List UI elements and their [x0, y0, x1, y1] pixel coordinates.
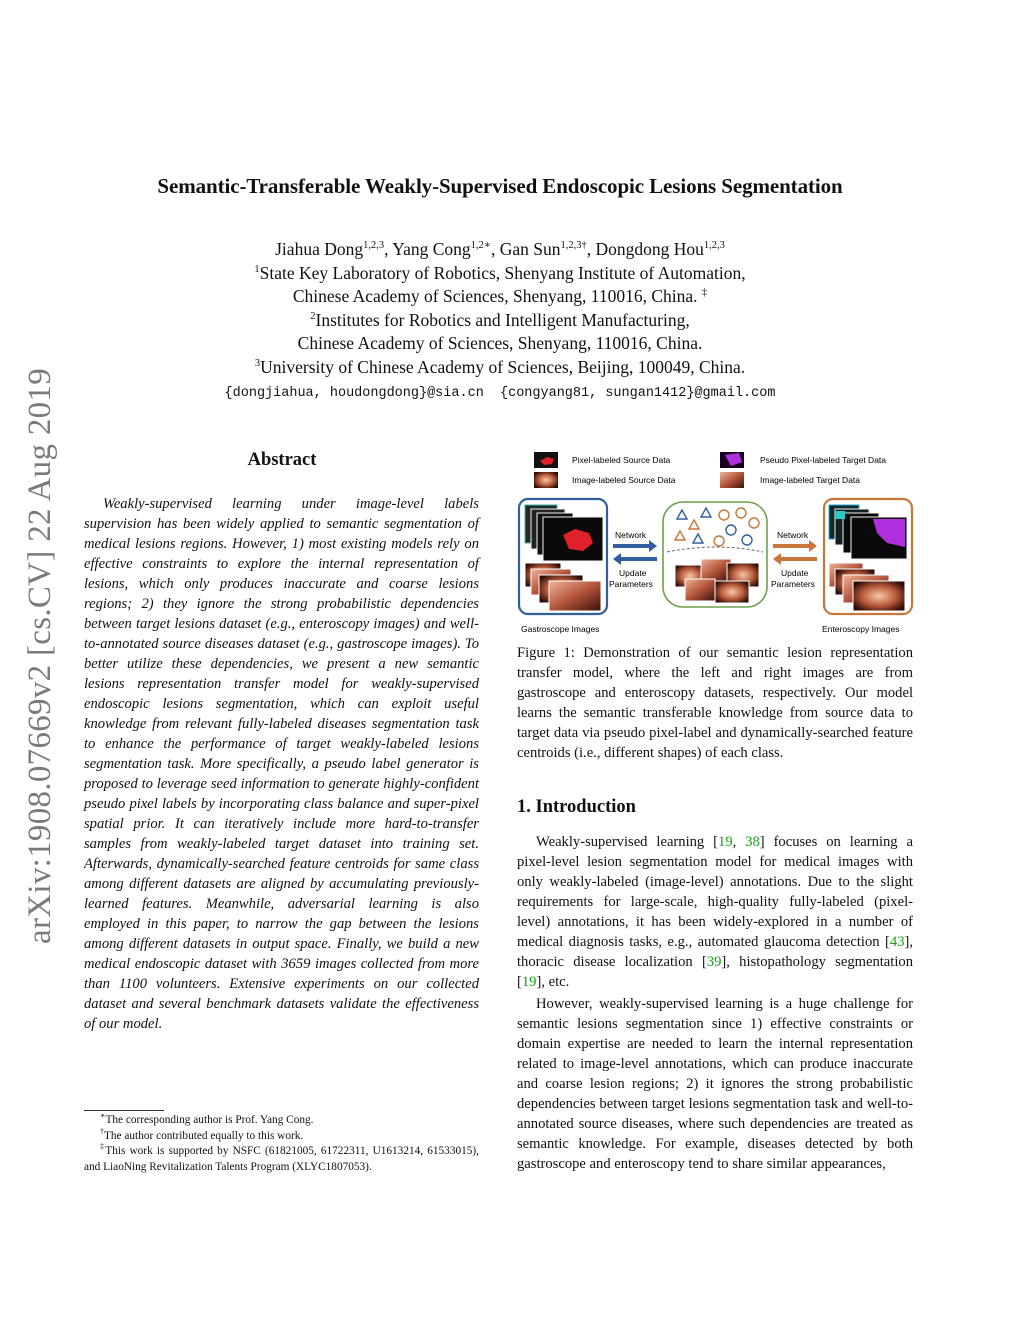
affiliation-1-line-2: Chinese Academy of Sciences, Shenyang, 110016, China. ‡: [292, 286, 708, 306]
pseudo-labeled-target-stack: [829, 505, 907, 559]
author-emails: [0, 386, 1000, 401]
left-arrows: [609, 530, 657, 589]
circle-icon: [714, 536, 724, 546]
email-group: {congyang81, sungan1412}@gmail.com: [500, 386, 776, 401]
legend-label: Pseudo Pixel-labeled Target Data: [760, 455, 887, 465]
affiliation-3: $^3$University of Chinese Academy of Sciences, Beijing, 100049, China.: [254, 356, 746, 377]
circle-icon: [719, 510, 729, 520]
legend-label: Pixel-labeled Source Data: [572, 455, 671, 465]
arrow-left-icon: [773, 553, 817, 565]
circle-icon: [726, 525, 736, 535]
paper-title: Semantic-Transferable Weakly-Supervised Endoscopic Lesions Segmentation: [157, 174, 843, 198]
arrow-left-icon: [613, 553, 657, 565]
introduction-paragraph-2: However, weakly-supervised learning is a huge challenge for semantic lesions segmentation since 1) effective constraints or domain expertise are needed to learn the internal representation related to image-level annotations, which can produce inaccurate and coarse lesion regions; 2) it ignores the strong probabilistic dependencies between target lesions segmentation task and well-to-annotated source diseases, where such dependencies are treated as semantic knowledge. For example, diseases detected by both gastroscope and enteroscopy tend to share similar appearances,: [517, 996, 913, 1172]
author-line: Jiahua Dong$^{1,2,3}$, Yang Cong$^{1,2∗}$, Gan Sun$^{1,2,3\dagger}$, Dongdong Hou$^{1,2,3}$: [275, 239, 725, 259]
introduction-body: [517, 832, 913, 1176]
author-affil-mark: 1,2,3: [363, 240, 385, 252]
citation-link[interactable]: 43: [889, 934, 905, 950]
image-labeled-target-stack: [829, 563, 905, 611]
figure-legend: [534, 452, 886, 488]
footnote: ‡This work is supported by NSFC (61821005, 61722311, U1613214, 61533015), and LiaoNing Revitalization Talents Program (XLYC1807053).: [84, 1142, 479, 1173]
author-name: Dongdong Hou: [595, 239, 704, 259]
introduction-paragraph-1: Weakly-supervised learning [19, 38] focuses on learning a pixel-level lesion segmentation model for medical images with only weakly-labeled (image-level) annotations. Due to the slight requirements for large-scale, high-quality fully-labeled (pixel-level) annotations, it has been widely-explored in a number of medical diagnosis tasks, e.g., automated glaucoma detection [43], thoracic disease localization [39], histopathology segmentation [19], etc.: [517, 834, 913, 990]
arxiv-identifier: arXiv:1908.07669v2 [cs.CV] 22 Aug 2019: [22, 367, 58, 944]
feature-centroids: [675, 508, 759, 546]
class-boundary: [667, 547, 763, 552]
triangle-icon: [701, 508, 711, 517]
update-label: Update: [781, 568, 809, 578]
triangle-icon: [675, 531, 685, 540]
triangle-icon: [693, 534, 703, 543]
target-image-stack: [675, 559, 759, 603]
footnote: †The author contributed equally to this work.: [100, 1126, 304, 1142]
image-labeled-source-stack: [525, 563, 601, 611]
legend-swatch-image-source: [534, 472, 558, 488]
arrow-right-icon: [613, 540, 657, 552]
legend-swatch-image-target: [720, 472, 744, 488]
footnotes: [84, 1113, 479, 1175]
abstract-body: [84, 494, 479, 1034]
network-label: Network: [615, 530, 647, 540]
caption-text: Figure 1: Demonstration of our semantic lesion representation transfer model, where the left and right images are from gastroscope and enteroscopy datasets, respectively. Our model learns the semantic transferable knowledge from source data to target data via pseudo pixel-label and dynamically-searched feature centroids (i.e., different shapes) of each class.: [517, 645, 913, 761]
footnote-rule: [84, 1110, 164, 1111]
update-label: Update: [619, 568, 647, 578]
author-affil-mark: 1,2,3†: [560, 240, 587, 252]
author-name: Gan Sun: [499, 239, 561, 259]
triangle-icon: [677, 510, 687, 519]
arrow-right-icon: [773, 540, 817, 552]
introduction-heading: 1. Introduction: [517, 797, 636, 817]
affiliation-2-line-2: Chinese Academy of Sciences, Shenyang, 110016, China.: [297, 333, 703, 353]
gastroscope-label: Gastroscope Images: [521, 624, 600, 634]
circle-icon: [742, 535, 752, 545]
circle-icon: [749, 518, 759, 528]
citation-link[interactable]: 19: [521, 974, 537, 990]
enteroscopy-label: Enteroscopy Images: [822, 624, 900, 634]
author-block: [0, 238, 1000, 379]
author-affil-mark: 1,2,3: [703, 240, 725, 252]
author-name: Yang Cong: [392, 239, 471, 259]
author-name: Jiahua Dong: [275, 239, 364, 259]
abstract-paragraph: Weakly-supervised learning under image-level labels supervision has been widely applied to semantic segmentation of medical lesions regions. However, 1) most existing models rely on effective constraints to explore the internal representation of lesions, which only produces inaccurate and coarse lesions regions; 2) they ignore the strong probabilistic dependencies between target lesions dataset (e.g., enteroscopy images) and well-to-annotated source diseases dataset (e.g., gastroscope images). To better utilize these dependencies, we present a new semantic lesions representation transfer model for weakly-supervised endoscopic lesions segmentation, which can exploit useful knowledge from relevant fully-labeled diseases segmentation task to enhance the performance of target weakly-labeled lesions segmentation task. More specifically, a pseudo label generator is proposed to leverage seed information to generate highly-confident pseudo pixel labels by incorporating class balance and super-pixel spatial prior. It can iteratively include more hard-to-transfer samples from weakly-labeled target dataset into training set. Afterwards, dynamically-searched feature centroids for same class among different datasets are aligned by accumulating previously-learned features. Meanwhile, adversarial learning is also employed in this paper, to narrow the gap between the lesions among different datasets in output space. Finally, we build a new medical endoscopic dataset with 3659 images collected from more than 1100 volunteers. Extensive experiments on our collected dataset and several benchmark datasets validate the effectiveness of our model.: [84, 496, 479, 1032]
footnote: ∗The corresponding author is Prof. Yang Cong.: [100, 1111, 314, 1126]
author-affil-mark: 1,2∗: [470, 240, 491, 252]
update-label: Parameters: [609, 579, 653, 589]
figure-1: [517, 447, 915, 642]
figure-1-diagram: [517, 447, 915, 642]
affiliation-2: $^2$Institutes for Robotics and Intelligent Manufacturing,: [310, 309, 690, 330]
triangle-icon: [689, 520, 699, 529]
update-label: Parameters: [771, 579, 815, 589]
abstract-heading: Abstract: [247, 450, 317, 470]
pixel-labeled-source-stack: [525, 505, 603, 561]
citation-link[interactable]: 38: [745, 834, 760, 850]
figure-caption: [517, 643, 913, 763]
right-arrows: [771, 530, 817, 589]
citation-link[interactable]: 39: [706, 954, 722, 970]
legend-label: Image-labeled Source Data: [572, 475, 676, 485]
affiliation-1: $^1$State Key Laboratory of Robotics, Shenyang Institute of Automation,: [254, 262, 746, 283]
circle-icon: [736, 508, 746, 518]
legend-label: Image-labeled Target Data: [760, 475, 861, 485]
citation-link[interactable]: 19: [718, 834, 733, 850]
email-group: {dongjiahua, houdongdong}@sia.cn: [224, 386, 484, 401]
network-label: Network: [777, 530, 809, 540]
